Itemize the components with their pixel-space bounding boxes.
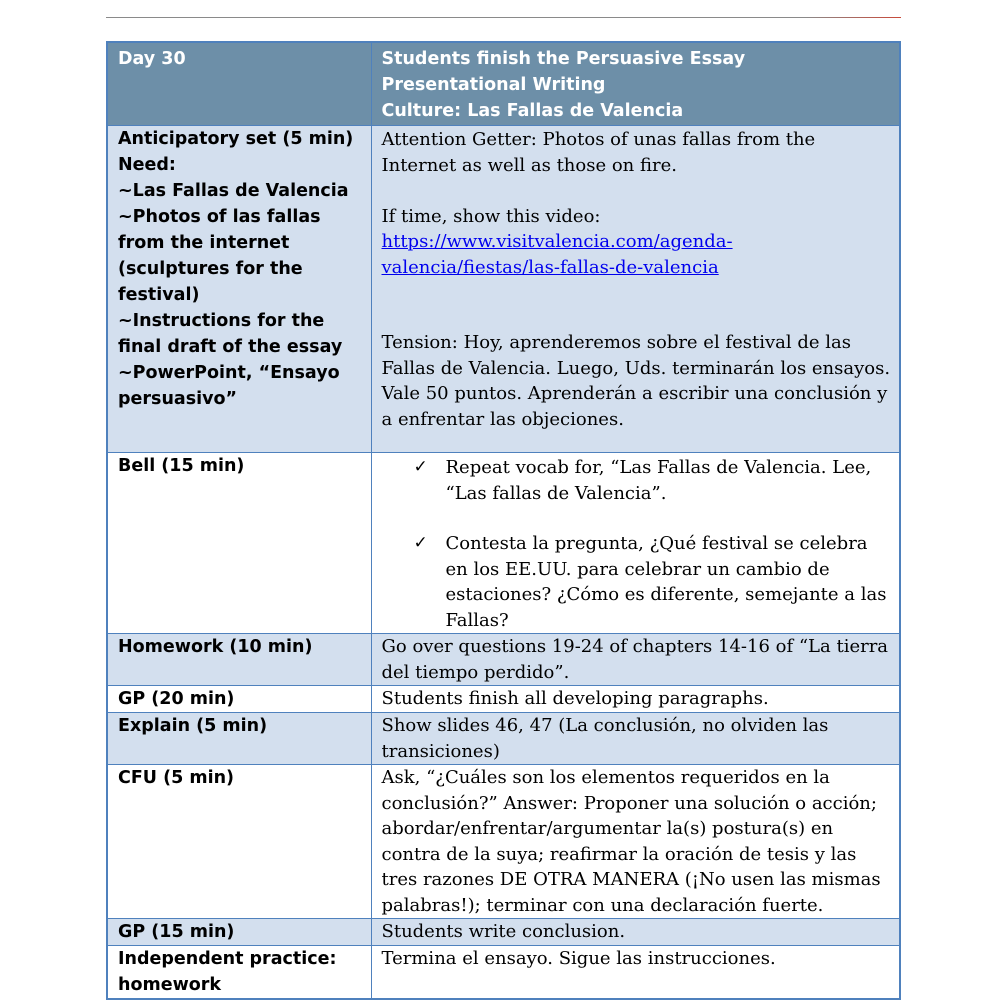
anticipatory-title: Anticipatory set (5 min) [118, 129, 354, 149]
need-item-instructions: ~Instructions for the final draft of the essay [118, 311, 343, 357]
lesson-culture: Culture: Las Fallas de Valencia [381, 101, 684, 121]
lesson-summary [371, 42, 900, 126]
explain-text: Show slides 46, 47 (La conclusión, no olviden las transiciones) [371, 713, 900, 765]
video-intro: If time, show this video: [381, 205, 601, 227]
bell-item [414, 531, 894, 633]
attention-getter: Attention Getter: Photos of unas fallas from the Internet as well as those on fire. [381, 129, 816, 176]
independent-row [107, 946, 900, 1000]
homework-label: Homework (10 min) [107, 634, 371, 686]
homework-row [107, 634, 900, 686]
day-label: Day 30 [107, 42, 371, 126]
homework-text: Go over questions 19-24 of chapters 14-16 of “La tierra del tiempo perdido”. [371, 634, 900, 686]
independent-label: Independent practice: homework [107, 946, 371, 1000]
bell-item-text: Contesta la pregunta, ¿Qué festival se celebra en los EE.UU. para celebrar un cambio de estaciones? ¿Cómo es diferente, semejante a las Fallas? [445, 533, 887, 631]
lesson-plan-table [106, 41, 901, 1000]
gp1-text: Students finish all developing paragraphs. [371, 686, 900, 713]
explain-label: Explain (5 min) [107, 713, 371, 765]
explain-row [107, 713, 900, 765]
lesson-mode: Presentational Writing [381, 75, 606, 95]
need-item-photos: ~Photos of las fallas from the internet (sculptures for the festival) [118, 207, 321, 305]
cfu-label: CFU (5 min) [107, 765, 371, 919]
cfu-row [107, 765, 900, 919]
gp-row-1 [107, 686, 900, 713]
independent-text: Termina el ensayo. Sigue las instrucciones. [371, 946, 900, 1000]
video-link[interactable]: https://www.visitvalencia.com/agenda-valencia/fiestas/las-fallas-de-valencia [381, 231, 733, 278]
gp1-label: GP (20 min) [107, 686, 371, 713]
bell-row [107, 453, 900, 634]
check-icon: ✓ [413, 457, 428, 477]
gp2-label: GP (15 min) [107, 919, 371, 946]
bell-item-text: Repeat vocab for, “Las Fallas de Valencia. Lee, “Las fallas de Valencia”. [445, 457, 872, 504]
header-row [107, 42, 900, 126]
bell-content-cell [371, 453, 900, 634]
anticipatory-row [107, 126, 900, 453]
bell-checklist [382, 455, 894, 633]
tension-text: Tension: Hoy, aprenderemos sobre el festival de las Fallas de Valencia. Luego, Uds. terminarán los ensayos. Vale 50 puntos. Aprenderán a escribir una conclusión y a enfrentar las objeciones. [381, 332, 891, 430]
anticipatory-content-cell [371, 126, 900, 453]
top-rule [106, 17, 901, 18]
gp2-text: Students write conclusion. [371, 919, 900, 946]
need-label: Need: [118, 155, 176, 175]
check-icon: ✓ [413, 533, 428, 553]
need-item-powerpoint: ~PowerPoint, “Ensayo persuasivo” [118, 363, 340, 409]
anticipatory-label-cell [107, 126, 371, 453]
bell-item [414, 455, 894, 506]
bell-label: Bell (15 min) [107, 453, 371, 634]
lesson-title: Students finish the Persuasive Essay [381, 49, 746, 69]
gp-row-2 [107, 919, 900, 946]
cfu-text: Ask, “¿Cuáles son los elementos requeridos en la conclusión?” Answer: Proponer una solución o acción; abordar/enfrentar/argumentar la(s) postura(s) en contra de la suya; reafirmar la oración de tesis y las tres razones DE OTRA MANERA (¡No usen las mismas palabras!); terminar con una declaración fuerte. [371, 765, 900, 919]
need-item-fallas: ~Las Fallas de Valencia [118, 181, 349, 201]
